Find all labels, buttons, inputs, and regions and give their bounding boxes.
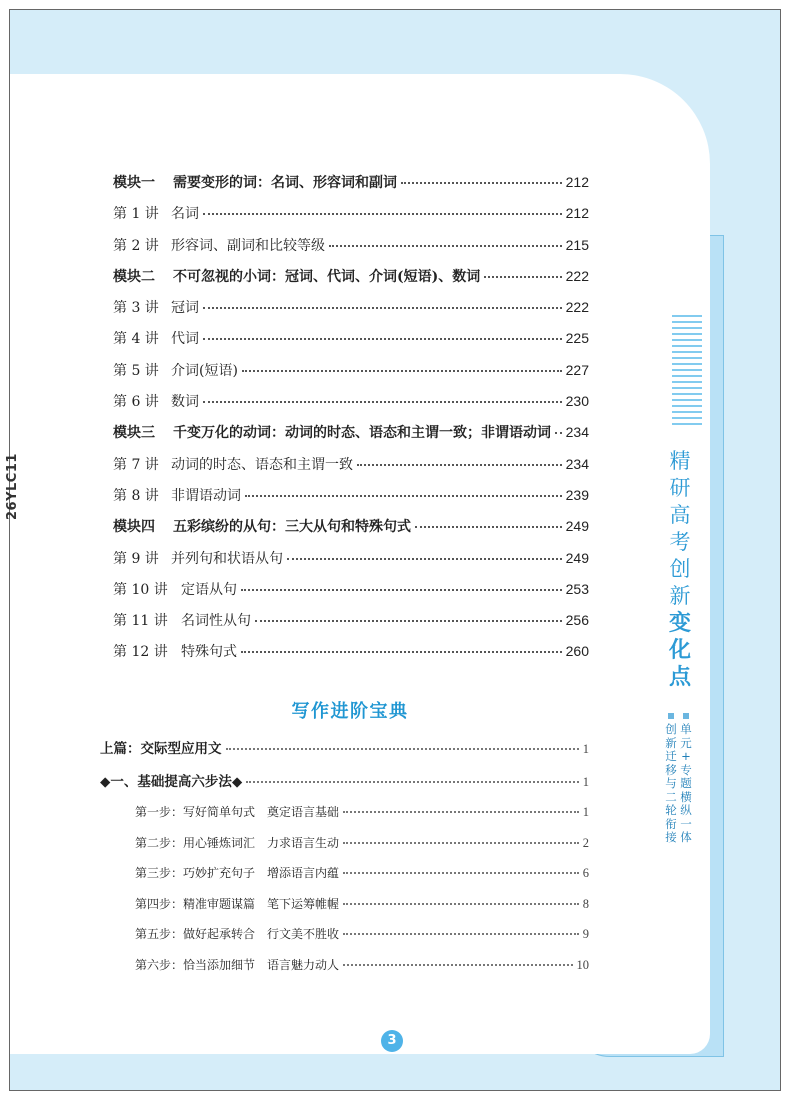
toc-leader-dots <box>255 620 562 622</box>
toc-entry-title: 五彩缤纷的从句：三大从句和特殊句式 <box>173 519 411 536</box>
toc-entry-number: 第 7 讲 <box>113 456 159 473</box>
toc-lecture-row[interactable] <box>113 391 589 422</box>
toc-page-number: 1 <box>582 742 589 756</box>
toc-leader-dots <box>415 526 562 528</box>
toc-leader-dots <box>343 842 579 844</box>
toc-entry-title: 冠词 <box>171 300 199 317</box>
toc-entry-title: 介词(短语) <box>171 362 238 379</box>
toc-entry-title: 非谓语动词 <box>171 487 241 504</box>
toc-page-number: 215 <box>565 236 589 253</box>
side-sub-char: 元 <box>680 735 692 750</box>
side-sub-char: 接 <box>665 830 677 844</box>
toc-lecture-row[interactable] <box>113 548 589 579</box>
side-sub-char: + <box>681 749 691 763</box>
toc-entry-label <box>113 516 411 536</box>
toc-entry-title: 定语从句 <box>181 581 237 598</box>
toc-entry-title: 形容词、副词和比较等级 <box>171 237 325 254</box>
toc-page-number: 6 <box>582 866 589 880</box>
toc-entry-title: 动词的时态、语态和主谓一致 <box>171 456 353 473</box>
toc-entry-title: ◆一、基础提高六步法◆ <box>100 774 243 790</box>
toc-step-goal: 行文美不胜收 <box>267 927 340 941</box>
toc-entry-title: 不可忽视的小词：冠词、代词、介词(短语)、数词 <box>173 268 481 285</box>
toc-leader-dots <box>357 464 562 466</box>
toc-page-number: 256 <box>565 612 589 629</box>
toc-module-row[interactable] <box>113 516 589 547</box>
toc-entry-title: 代词 <box>171 331 199 348</box>
side-title-bold-char: 化 <box>668 638 691 663</box>
side-title-char: 新 <box>669 584 691 608</box>
toc-entry-label <box>113 454 353 474</box>
toc-lecture-row[interactable] <box>113 297 589 328</box>
toc-leader-dots <box>241 651 562 653</box>
toc-entry-title: 需要变形的词：名词、形容词和副词 <box>173 175 397 191</box>
toc-page-number: 212 <box>565 205 589 222</box>
side-sub-char: 迁 <box>665 749 677 763</box>
decorative-stripes <box>672 315 702 427</box>
toc-step-name: 第四步：精准审题谋篇 <box>135 896 256 911</box>
side-sub-char: 二 <box>665 789 677 804</box>
toc-entry-label <box>113 266 480 286</box>
toc-entry-title: 名词性从句 <box>181 613 251 630</box>
side-sub-char: 横 <box>680 789 692 804</box>
side-sub-char: 单 <box>680 722 692 736</box>
toc-entry-number: 模块三 <box>113 425 155 442</box>
side-sub-char: 题 <box>680 776 692 790</box>
toc-entry-number: 第 5 讲 <box>113 362 159 379</box>
side-title-char: 精 <box>669 449 691 473</box>
toc-entry-number: 第 12 讲 <box>113 644 168 661</box>
toc-step-goal: 力求语言生动 <box>267 835 340 850</box>
toc-leader-dots <box>226 748 579 750</box>
toc-leader-dots <box>203 401 562 403</box>
side-sub-char: 体 <box>680 830 692 844</box>
toc-lecture-row[interactable] <box>113 579 589 610</box>
toc-lecture-row[interactable] <box>113 454 589 485</box>
toc-lecture-row[interactable] <box>113 485 589 516</box>
toc-entry-number: 第 3 讲 <box>113 300 159 317</box>
toc-leader-dots <box>203 307 562 309</box>
toc-page-number: 260 <box>565 643 589 660</box>
toc-step-row[interactable] <box>100 803 589 834</box>
side-title-bold-char: 点 <box>668 665 691 690</box>
side-sub-char: 纵 <box>680 803 692 817</box>
toc-entry-title: 名词 <box>171 206 199 223</box>
side-title <box>666 448 694 691</box>
toc-entry-number: 模块二 <box>113 268 155 285</box>
toc-entry-label <box>113 641 237 661</box>
toc-leader-dots <box>287 558 562 560</box>
book-code: 26YLC11 <box>5 453 20 520</box>
toc-entry-number: 模块一 <box>113 175 155 191</box>
writing-toc <box>100 737 589 986</box>
toc-leader-dots <box>241 589 562 591</box>
toc-leader-dots <box>343 872 579 874</box>
side-title-char: 创 <box>669 557 691 581</box>
toc-page-number: 227 <box>565 361 589 378</box>
toc-leader-dots <box>343 964 572 966</box>
toc-page-number: 222 <box>565 267 589 284</box>
side-subtitle-2 <box>664 713 678 845</box>
toc-step-row[interactable] <box>100 864 589 895</box>
toc-entry-number: 第 2 讲 <box>113 237 159 254</box>
side-title-char: 高 <box>669 503 691 527</box>
toc-entry-label <box>113 485 241 505</box>
writing-section-title: 写作进阶宝典 <box>291 701 409 722</box>
side-subtitle-1 <box>679 713 693 845</box>
toc-lecture-row[interactable] <box>113 360 589 391</box>
toc-step-row[interactable] <box>100 834 589 865</box>
toc-step-name: 第五步：做好起承转合 <box>135 927 256 941</box>
toc-lecture-row[interactable] <box>113 235 589 266</box>
toc-leader-dots <box>242 370 562 372</box>
page-number: 3 <box>381 1030 403 1052</box>
toc-page-number: 2 <box>582 835 589 850</box>
toc-step-row[interactable] <box>100 956 589 987</box>
toc-lecture-row[interactable] <box>113 641 589 672</box>
toc-page-number: 234 <box>565 455 589 472</box>
toc-page-number: 225 <box>565 330 589 347</box>
toc-page-number: 253 <box>565 580 589 597</box>
toc-leader-dots <box>329 245 562 247</box>
toc-leader-dots <box>245 495 562 497</box>
toc-leader-dots <box>401 182 562 184</box>
toc-page-number: 9 <box>582 927 589 941</box>
toc-page-number: 230 <box>565 393 589 410</box>
toc-entry-label <box>113 579 237 599</box>
side-sub-char: 一 <box>680 816 692 831</box>
toc-step-name: 第六步：恰当添加细节 <box>135 957 256 972</box>
side-sub-char: 衔 <box>665 816 677 831</box>
toc-entry-title: 千变万化的动词：动词的时态、语态和主谓一致；非谓语动词 <box>173 425 551 442</box>
toc-page-number: 234 <box>565 424 589 441</box>
toc-step-name: 第一步：写好简单句式 <box>135 805 256 819</box>
toc-lecture-row[interactable] <box>113 203 589 234</box>
toc-page-number: 10 <box>576 957 589 972</box>
side-sub-char: 轮 <box>665 803 677 817</box>
toc-leader-dots <box>246 781 578 783</box>
toc-page-number: 1 <box>582 805 589 819</box>
toc-page-number: 249 <box>565 549 589 566</box>
toc-entry-number: 第 8 讲 <box>113 487 159 504</box>
toc-entry-label <box>113 610 251 630</box>
side-sub-char: 与 <box>665 776 677 790</box>
toc-entry-number: 第 10 讲 <box>113 581 168 598</box>
toc-page-number: 8 <box>582 896 589 911</box>
toc-entry-number: 第 9 讲 <box>113 550 159 567</box>
side-sub-char: 新 <box>665 735 677 750</box>
toc-entry-number: 第 6 讲 <box>113 394 159 411</box>
toc-entry-label <box>113 297 199 317</box>
toc-step-row[interactable] <box>100 925 589 956</box>
toc-entry-label <box>113 548 283 568</box>
toc-entry-number: 第 1 讲 <box>113 206 159 223</box>
side-sub-char: 专 <box>680 762 692 777</box>
toc-step-goal: 语言魅力动人 <box>267 957 340 972</box>
toc-entry-number: 第 4 讲 <box>113 331 159 348</box>
toc-step-name: 第二步：用心锤炼词汇 <box>135 835 256 850</box>
toc-step-row[interactable] <box>100 895 589 926</box>
toc-entry-title: 上篇：交际型应用文 <box>100 741 222 757</box>
toc-entry-label <box>113 235 325 255</box>
toc-leader-dots <box>343 903 579 905</box>
toc-entry-title: 数词 <box>171 394 199 411</box>
toc-page-number: 222 <box>565 299 589 316</box>
toc-module-row[interactable] <box>113 172 589 203</box>
side-sub-char: 创 <box>665 722 677 736</box>
toc-step-name: 第三步：巧妙扩充句子 <box>135 866 256 880</box>
toc-leader-dots <box>203 338 562 340</box>
toc-section-row[interactable] <box>100 737 589 770</box>
toc-entry-label <box>113 360 238 380</box>
toc-module-row[interactable] <box>113 422 589 453</box>
toc-page-number: 249 <box>565 518 589 535</box>
side-title-char: 研 <box>669 476 691 500</box>
toc-entry-label <box>113 203 199 223</box>
toc-entry-label <box>113 391 199 411</box>
toc-module-row[interactable] <box>113 266 589 297</box>
toc-lecture-row[interactable] <box>113 610 589 641</box>
toc-entry-number: 模块四 <box>113 519 155 536</box>
toc-step-goal: 奠定语言基础 <box>267 805 340 819</box>
side-title-bold-char: 变 <box>668 611 691 636</box>
toc-page-number: 239 <box>565 486 589 503</box>
toc-entry-number: 第 11 讲 <box>113 613 168 630</box>
toc-leader-dots <box>555 432 562 434</box>
toc-leader-dots <box>343 933 579 935</box>
toc-section-row[interactable] <box>100 770 589 803</box>
toc-page-number: 1 <box>582 775 589 789</box>
toc-leader-dots <box>203 213 562 215</box>
toc-page-number: 212 <box>565 174 589 190</box>
side-title-char: 考 <box>669 530 691 554</box>
toc-step-goal: 笔下运筹帷幄 <box>267 896 340 911</box>
toc-leader-dots <box>484 276 561 278</box>
toc-lecture-row[interactable] <box>113 328 589 359</box>
toc-entry-label <box>113 172 397 192</box>
toc-entry-label <box>113 328 199 348</box>
toc-entry-title: 特殊句式 <box>181 644 237 661</box>
side-sub-char: 移 <box>665 762 677 777</box>
toc-leader-dots <box>343 811 579 813</box>
toc-entry-label <box>113 422 551 442</box>
grammar-toc <box>113 172 589 673</box>
toc-entry-title: 并列句和状语从句 <box>171 550 283 567</box>
toc-step-goal: 增添语言内蕴 <box>267 866 340 880</box>
